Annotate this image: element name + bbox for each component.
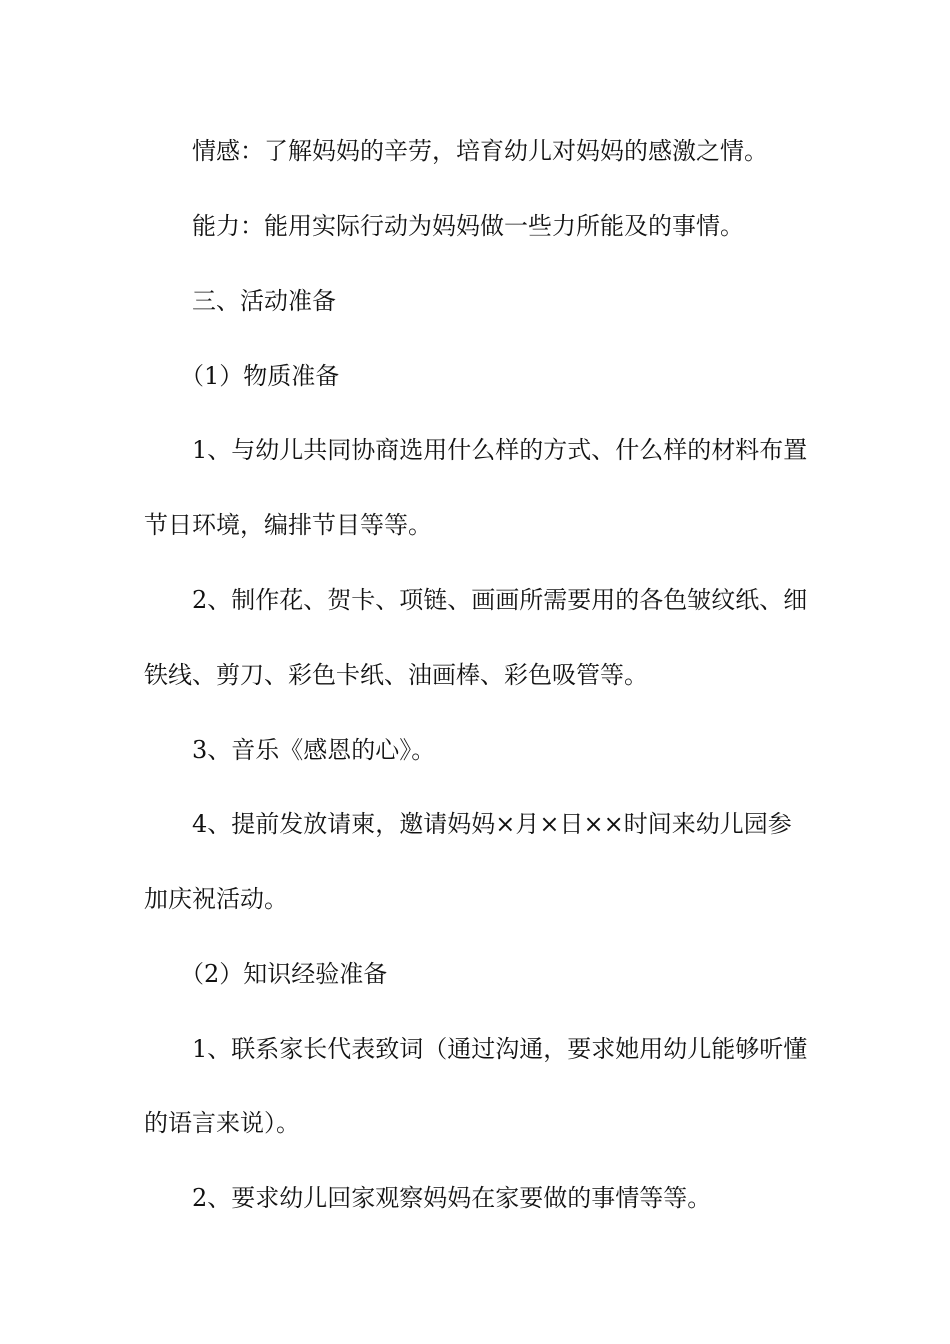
knowledge-item-1-line-2: 的语言来说）。 <box>144 1109 300 1137</box>
knowledge-item-1-line-1: 1、联系家长代表致词（通过沟通，要求她用幼儿能够听懂 <box>192 1035 808 1063</box>
paragraph-ability-goal: 能力：能用实际行动为妈妈做一些力所能及的事情。 <box>192 212 744 240</box>
list-item-2-line-2: 铁线、剪刀、彩色卡纸、油画棒、彩色吸管等。 <box>144 661 648 689</box>
list-item-1-line-2: 节日环境，编排节目等等。 <box>144 511 432 539</box>
subheading-knowledge-preparation: （2）知识经验准备 <box>180 960 388 988</box>
section-heading-preparation: 三、活动准备 <box>192 287 336 315</box>
subheading-material-preparation: （1）物质准备 <box>180 362 340 390</box>
list-item-1-line-1: 1、与幼儿共同协商选用什么样的方式、什么样的材料布置 <box>192 436 808 464</box>
list-item-4-line-2: 加庆祝活动。 <box>144 885 288 913</box>
list-item-2-line-1: 2、制作花、贺卡、项链、画画所需要用的各色皱纹纸、细 <box>192 586 808 614</box>
knowledge-item-2: 2、要求幼儿回家观察妈妈在家要做的事情等等。 <box>192 1184 712 1212</box>
list-item-4-line-1: 4、提前发放请柬，邀请妈妈×月×日××时间来幼儿园参 <box>192 810 792 838</box>
list-item-3: 3、音乐《感恩的心》。 <box>192 736 436 764</box>
paragraph-emotion-goal: 情感：了解妈妈的辛劳，培育幼儿对妈妈的感激之情。 <box>192 137 768 165</box>
